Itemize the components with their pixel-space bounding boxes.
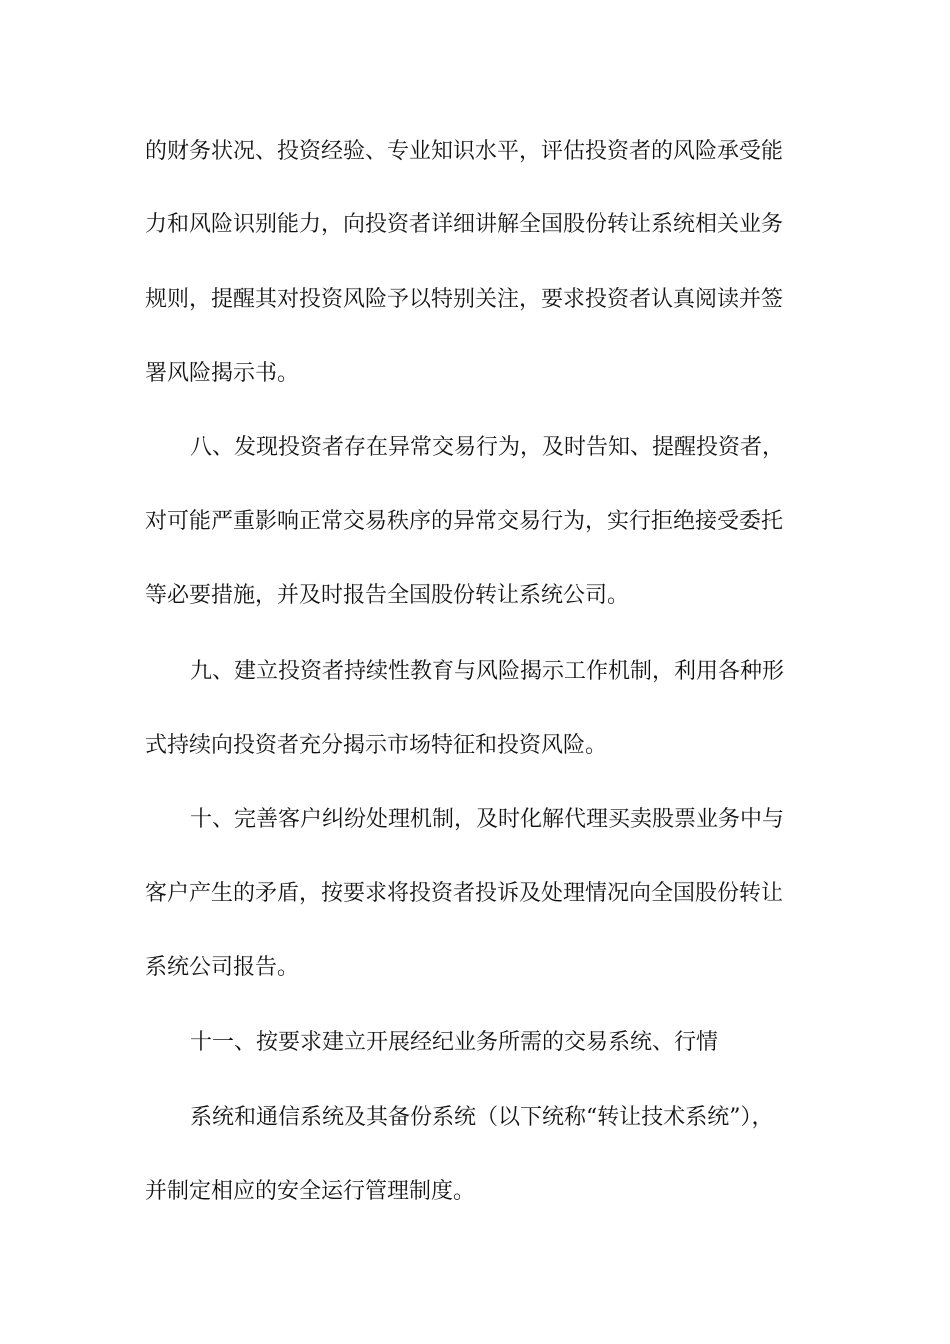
text-line: 力和风险识别能力，向投资者详细讲解全国股份转让系统相关业务	[145, 212, 784, 237]
text-line: 并制定相应的安全运行管理制度。	[145, 1179, 476, 1204]
text-line: 规则，提醒其对投资风险予以特别关注，要求投资者认真阅读并签	[145, 287, 784, 312]
paragraph-start-line: 十、完善客户纠纷处理机制，及时化解代理买卖股票业务中与	[190, 807, 785, 832]
text-line: 系统公司报告。	[145, 955, 300, 980]
paragraph-start-line: 八、发现投资者存在异常交易行为，及时告知、提醒投资者，	[190, 435, 785, 460]
paragraph-start-line: 十一、按要求建立开展经纪业务所需的交易系统、行情	[190, 1030, 719, 1055]
text-line: 客户产生的矛盾，按要求将投资者投诉及处理情况向全国股份转让	[145, 881, 784, 906]
text-line: 式持续向投资者充分揭示市场特征和投资风险。	[145, 733, 608, 758]
paragraph-start-line: 九、建立投资者持续性教育与风险揭示工作机制，利用各种形	[190, 659, 785, 684]
text-line: 等必要措施，并及时报告全国股份转让系统公司。	[145, 583, 630, 608]
text-line: 系统和通信系统及其备份系统（以下统称“转让技术系统”），	[190, 1105, 774, 1130]
text-line: 的财务状况、投资经验、专业知识水平，评估投资者的风险承受能	[145, 139, 784, 164]
text-line: 署风险揭示书。	[145, 361, 300, 386]
text-line: 对可能严重影响正常交易秩序的异常交易行为，实行拒绝接受委托	[145, 509, 784, 534]
